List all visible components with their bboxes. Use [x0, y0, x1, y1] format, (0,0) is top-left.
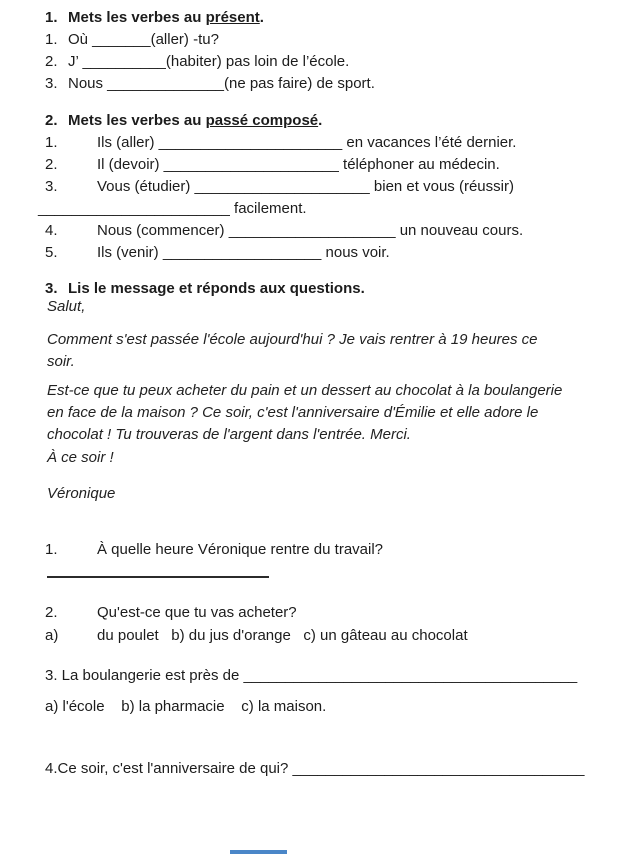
- section-number: 2.: [45, 112, 58, 129]
- section-title: Mets les verbes au passé composé.: [68, 112, 323, 129]
- item-number: 2.: [45, 156, 58, 173]
- message-line: chocolat ! Tu trouveras de l'argent dans l'entrée. Merci.: [47, 426, 411, 443]
- underlined-word: présent: [205, 9, 260, 26]
- question-text: À quelle heure Véronique rentre du travail?: [97, 541, 384, 558]
- question-3-options: [45, 697, 326, 717]
- question-3: [45, 666, 577, 686]
- item-number: 2.: [45, 53, 58, 70]
- section-number: 1.: [45, 9, 58, 26]
- item-text: Nous ______________(ne pas faire) de sport.: [68, 75, 375, 92]
- section1-heading: [45, 8, 264, 28]
- exercise-item: [45, 30, 219, 50]
- exercise-item: [45, 133, 516, 153]
- item-text: Ils (aller) ______________________ en vacances l’été dernier.: [97, 134, 517, 151]
- blue-bar-fragment: [230, 850, 287, 854]
- question-4: [45, 759, 585, 779]
- item-text: Vous (étudier) _____________________ bien et vous (réussir): [97, 178, 514, 195]
- question-text: 4.Ce soir, c'est l'anniversaire de qui? ___________________________________: [45, 760, 585, 777]
- item-text: J’ __________(habiter) pas loin de l’école.: [68, 53, 350, 70]
- message-signature: Véronique: [47, 485, 116, 502]
- section-number: 3.: [45, 280, 58, 297]
- item-number: 4.: [45, 222, 58, 239]
- item-number: 1.: [45, 134, 58, 151]
- question-1: [45, 540, 383, 560]
- answer-line: [47, 576, 269, 578]
- options-text: du poulet b) du jus d'orange c) un gâteau au chocolat: [97, 627, 468, 644]
- item-number: 1.: [45, 31, 58, 48]
- message-closing: À ce soir !: [47, 449, 114, 466]
- question-2-options: [45, 626, 468, 646]
- item-text: _______________________ facilement.: [38, 200, 307, 217]
- item-text: Il (devoir) _____________________ téléphoner au médecin.: [97, 156, 500, 173]
- exercise-item: [45, 221, 523, 241]
- exercise-item: [45, 74, 375, 94]
- exercise-item: [45, 177, 514, 197]
- section2-heading: [45, 111, 322, 131]
- section-title: Lis le message et réponds aux questions.: [68, 280, 365, 297]
- message-line: Est-ce que tu peux acheter du pain et un dessert au chocolat à la boulangerie: [47, 382, 563, 399]
- item-text: Où _______(aller) -tu?: [68, 31, 219, 48]
- item-number: 3.: [45, 178, 58, 195]
- exercise-item-continuation: [38, 199, 307, 219]
- message-greeting: Salut,: [47, 298, 86, 315]
- question-text: Qu'est-ce que tu vas acheter?: [97, 604, 297, 621]
- item-number: 3.: [45, 75, 58, 92]
- question-number: 1.: [45, 541, 58, 558]
- section3-heading: [45, 279, 365, 299]
- item-text: Nous (commencer) ____________________ un nouveau cours.: [97, 222, 524, 239]
- question-number: 2.: [45, 604, 58, 621]
- message-line: Comment s'est passée l'école aujourd'hui ? Je vais rentrer à 19 heures ce: [47, 331, 538, 348]
- item-number: 5.: [45, 244, 58, 261]
- exercise-item: [45, 155, 500, 175]
- underlined-word: passé composé: [205, 112, 319, 129]
- question-text: 3. La boulangerie est près de ________________________________________: [45, 667, 578, 684]
- section-title: Mets les verbes au présent.: [68, 9, 264, 26]
- exercise-item: [45, 52, 349, 72]
- message-line: soir.: [47, 353, 75, 370]
- item-text: Ils (venir) ___________________ nous voir.: [97, 244, 390, 261]
- question-2: [45, 603, 297, 623]
- options-text: a) l'école b) la pharmacie c) la maison.: [45, 698, 327, 715]
- message-line: en face de la maison ? Ce soir, c'est l'anniversaire d'Émilie et elle adore le: [47, 404, 539, 421]
- exercise-item: [45, 243, 390, 263]
- option-label: a): [45, 627, 59, 644]
